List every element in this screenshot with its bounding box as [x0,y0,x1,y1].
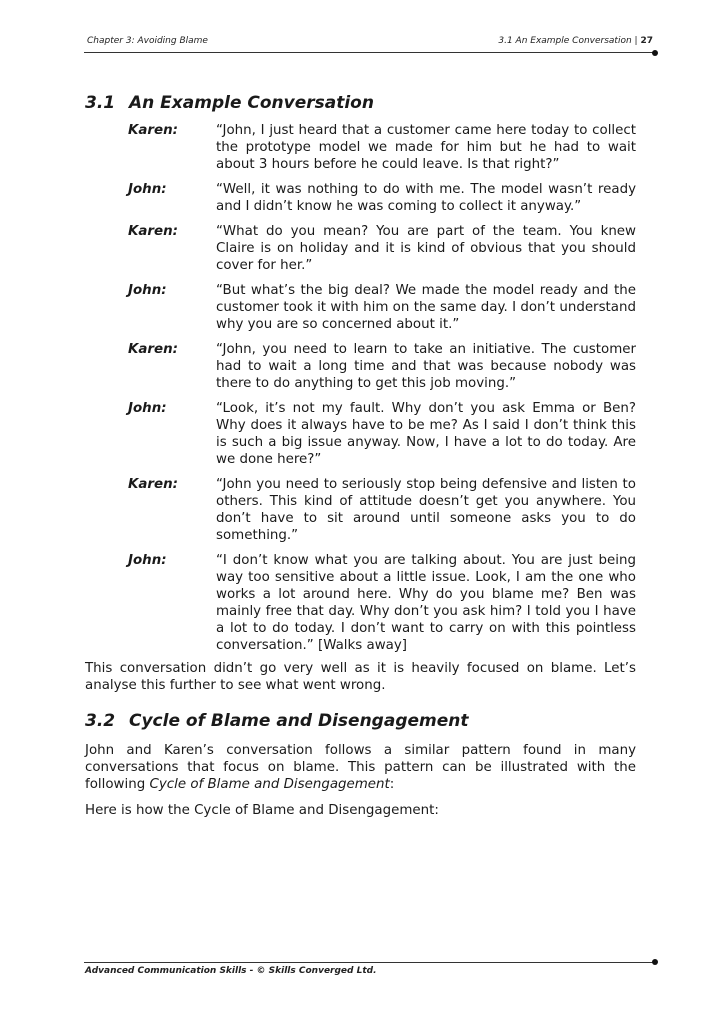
header-section-title: 3.1 An Example Conversation [498,36,632,46]
page-number: 27 [640,36,653,46]
paragraph-text: John and Karen’s conversation follows a similar pattern found in many conversations that focus on blame. This pattern can be illustrated with the following [85,743,636,792]
speech-text: “Well, it was nothing to do with me. The model wasn’t ready and I didn’t know he was coming to collect it anyway.” [216,182,636,214]
conclusion-paragraph: This conversation didn’t go very well as it is heavily focused on blame. Let’s analyse this further to see what went wrong. [85,661,636,693]
dialogue-turn [0,400,721,468]
footer-text: Advanced Communication Skills - © Skills Converged Ltd. [85,966,377,976]
speech-text: “John, I just heard that a customer came here today to collect the prototype model we made for him but he had to wait about 3 hours before he could leave. Is that right?” [216,123,636,172]
dialogue-turn [0,341,721,392]
speaker-name: Karen: [128,477,178,492]
dialogue-turn [0,181,721,215]
speaker-name: John: [128,401,167,416]
speech-text: “I don’t know what you are talking about. You are just being way too sensitive about a little issue. Look, I am the one who works a lot around here. Why do you blame me? Ben was mainly free that day. Why don’t you ask him? I told you I have a lot to do today. I don’t want to carry on with this pointless conversation.” [Walks away] [216,553,636,653]
speech-text: “John, you need to learn to take an initiative. The customer had to wait a long time and that was because nobody was there to do anything to get this job moving.” [216,342,636,391]
section-number: 3.1 [85,93,116,113]
paragraph-emphasis: Cycle of Blame and Disengagement [149,777,390,792]
section-heading-3-2 [85,711,469,731]
dialogue-turn [0,122,721,173]
speech-text: “Look, it’s not my fault. Why don’t you ask Emma or Ben? Why does it always have to be me? As I said I don’t think this is such a big issue anyway. Now, I have a lot to do today. Are we done here?” [216,401,636,467]
header-chapter: Chapter 3: Avoiding Blame [87,36,208,46]
speaker-name: John: [128,182,167,197]
dialogue-turn [0,552,721,654]
dialogue [0,122,721,662]
footer-rule [84,962,655,963]
speaker-name: Karen: [128,224,178,239]
header-rule-dot [652,50,658,56]
paragraph-end: : [389,777,395,792]
header-separator: | [634,36,638,46]
speech-text: “But what’s the big deal? We made the model ready and the customer took it with him on the same day. I don’t understand why you are so concerned about it.” [216,283,636,332]
section-paragraph-2: Here is how the Cycle of Blame and Disengagement: [85,803,439,818]
speaker-name: John: [128,553,167,568]
dialogue-turn [0,282,721,333]
section-title: Cycle of Blame and Disengagement [129,711,469,731]
dialogue-turn [0,223,721,274]
header-section [498,36,653,46]
section-paragraph [85,742,636,793]
speaker-name: John: [128,283,167,298]
section-heading-3-1 [85,93,374,113]
section-number: 3.2 [85,711,116,731]
speaker-name: Karen: [128,342,178,357]
footer-rule-dot [652,959,658,965]
speaker-name: Karen: [128,123,178,138]
section-title: An Example Conversation [129,93,374,113]
speech-text: “John you need to seriously stop being defensive and listen to others. This kind of attitude doesn’t get you anywhere. You don’t have to sit around until someone asks you to do something.” [216,477,636,543]
header-rule [84,52,655,53]
speech-text: “What do you mean? You are part of the team. You knew Claire is on holiday and it is kind of obvious that you should cover for her.” [216,224,636,273]
dialogue-turn [0,476,721,544]
